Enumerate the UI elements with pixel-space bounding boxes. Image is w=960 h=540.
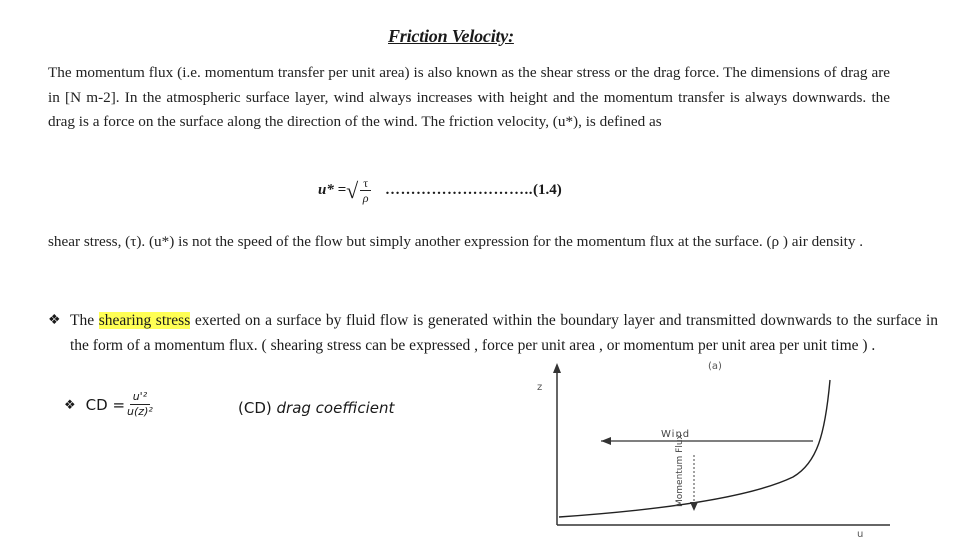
diamond-bullet-icon: ❖ xyxy=(48,313,61,328)
equation-denominator: ρ xyxy=(362,191,369,205)
figure-top-label: (a) xyxy=(708,361,722,372)
x-axis-label: u xyxy=(857,529,864,540)
flux-arrow-icon xyxy=(690,502,698,511)
formula-denominator: u(z)² xyxy=(127,405,153,418)
bullet-text-start: The xyxy=(70,312,99,329)
equation-fraction xyxy=(360,176,371,205)
sqrt-symbol: √ xyxy=(346,177,359,203)
bullet-text xyxy=(70,308,938,358)
formula-fraction xyxy=(127,390,153,419)
highlighted-text: shearing stress xyxy=(98,312,191,329)
friction-velocity-equation xyxy=(318,176,562,205)
shear-stress-paragraph: shear stress, (τ). (u*) is not the speed of the flow but simply another expression for the momentum flux at the surface. (ρ ) air density . xyxy=(48,233,864,250)
cd-prefix: (CD) xyxy=(238,399,277,417)
wind-arrow-icon xyxy=(601,437,611,445)
drag-coefficient-formula xyxy=(64,390,155,419)
diamond-bullet-icon: ❖ xyxy=(64,396,76,412)
page-title: Friction Velocity: xyxy=(388,26,514,46)
momentum-flux-label: Momentum Flux xyxy=(675,434,685,507)
bullet-text-end: exerted on a surface by fluid flow is generated within the boundary layer and transmitted downwards to the surface in the form of a momentum flux. ( shearing stress can be expressed , force per unit area , or momentum per unit area per unit time ) . xyxy=(70,312,938,354)
equation-dots: ……………………….. xyxy=(385,182,534,198)
y-axis-label: z xyxy=(537,382,543,393)
formula-lhs: CD = xyxy=(85,395,126,414)
y-axis-arrow-icon xyxy=(553,363,561,373)
equation-numerator: τ xyxy=(360,176,371,191)
shearing-stress-bullet xyxy=(48,308,938,358)
intro-paragraph: The momentum flux (i.e. momentum transfer per unit area) is also known as the shear stress or the drag force. The dimensions of drag are in [N m-2]. In the atmospheric surface layer, wind always increases with height and the momentum transfer is always downwards. the drag is a force on the surface along the direction of the wind. The friction velocity, (u*), is defined as xyxy=(48,64,890,130)
cd-label-text: drag coefficient xyxy=(276,399,395,417)
formula-numerator: u'² xyxy=(130,390,150,405)
equation-number: (1.4) xyxy=(533,182,562,198)
drag-coefficient-label xyxy=(238,399,394,417)
equation-lhs: u* = xyxy=(318,182,347,198)
wind-label: Wind xyxy=(661,429,691,440)
wind-profile-figure xyxy=(525,355,905,540)
